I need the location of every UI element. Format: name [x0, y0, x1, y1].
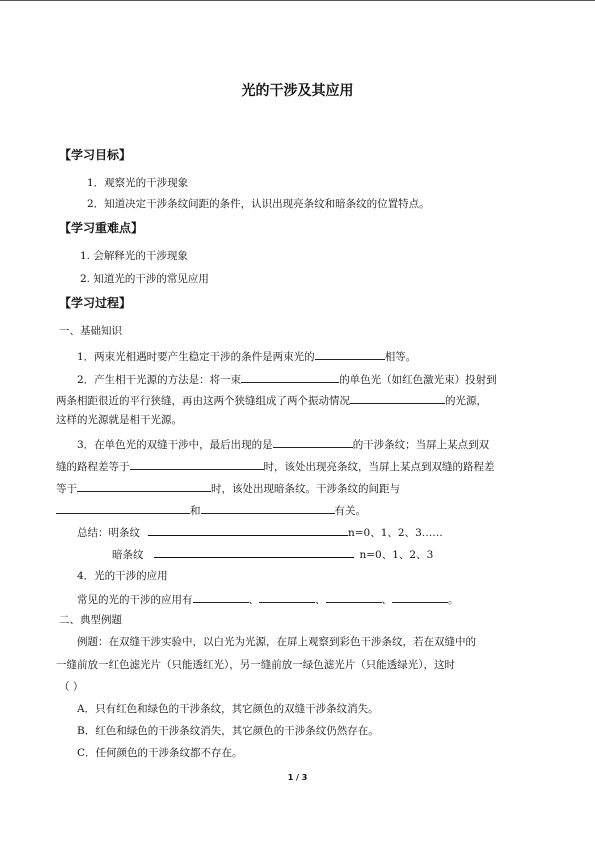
- q3-text-d: 时，该处出现亮条纹，当屏上某点到双缝的路程差: [263, 461, 495, 473]
- fill-blank[interactable]: [201, 502, 335, 514]
- question-3-line-2: [56, 458, 495, 474]
- question-2-line-2: [56, 392, 487, 408]
- fill-blank[interactable]: [315, 348, 385, 360]
- q2-text-d: 的光源，: [445, 395, 487, 407]
- example-line-2: 一缝前放一红色滤光片（只能透红光），另一缝前放一绿色滤光片（只能透绿光），这时: [56, 659, 455, 671]
- q3-text-f: 时，该处出现暗条纹。干涉条纹的间距与: [211, 483, 400, 495]
- key-point-item-1: 1. 会解释光的干涉现象: [80, 250, 188, 262]
- q3-text-e: 等于: [56, 483, 77, 495]
- q3-text-g: 和: [190, 505, 201, 517]
- q3-text-a: 3．在单色光的双缝干涉中，最后出现的是: [77, 439, 273, 451]
- fill-blank[interactable]: [259, 591, 315, 603]
- goal-item-2: 2．知道决定干涉条纹间距的条件，认识出现亮条纹和暗条纹的位置特点。: [87, 198, 430, 210]
- summary-dark-n: n=0、1、2、3: [359, 549, 434, 561]
- goal-item-1: 1．观察光的干涉现象: [87, 177, 189, 189]
- summary-label: 总结：明条纹: [77, 527, 140, 539]
- key-point-item-2: 2. 知道光的干涉的常见应用: [80, 273, 209, 285]
- question-1: [77, 348, 416, 364]
- page-top-border: [0, 0, 595, 1]
- question-2-line-3: 这样的光源就是相干光源。: [56, 414, 182, 426]
- q3-text-b: 的干涉条纹；当屏上某点到双: [352, 439, 490, 451]
- fill-blank[interactable]: [350, 392, 445, 404]
- period: 。: [448, 594, 459, 606]
- q2-text-b: 的单色光（如红色激光束）投射到: [339, 374, 497, 386]
- separator: 、: [381, 594, 392, 606]
- question-3-line-1: [77, 436, 489, 452]
- summary-dark-label: 暗条纹: [112, 549, 144, 561]
- q3-text-h: 有关。: [334, 505, 366, 517]
- basics-heading: 一、基础知识: [59, 325, 122, 337]
- question-4: 4．光的干涉的应用: [77, 570, 168, 582]
- option-c: C．任何颜色的干涉条纹都不存在。: [77, 747, 243, 759]
- fill-blank[interactable]: [154, 546, 354, 558]
- fill-blank[interactable]: [77, 480, 211, 492]
- section-heading-goals: 【学习目标】: [59, 148, 132, 162]
- q1-text-b: 相等。: [384, 351, 417, 363]
- question-2-line-1: [77, 371, 497, 387]
- fill-blank[interactable]: [241, 371, 339, 383]
- question-3-line-4: [56, 502, 366, 518]
- summary-bright-line: [77, 524, 443, 540]
- question-4-applications: [77, 591, 459, 607]
- fill-blank[interactable]: [273, 436, 353, 448]
- question-3-line-3: [56, 480, 400, 496]
- section-heading-key-points: 【学习重难点】: [59, 221, 144, 235]
- fill-blank[interactable]: [392, 591, 448, 603]
- page-number: 1 / 3: [287, 773, 308, 782]
- fill-blank[interactable]: [193, 591, 249, 603]
- page-title: 光的干涉及其应用: [241, 83, 354, 99]
- section-heading-process: 【学习过程】: [59, 296, 132, 310]
- option-a: A．只有红色和绿色的干涉条纹，其它颜色的双缝干涉条纹消失。: [77, 703, 379, 715]
- separator: 、: [248, 594, 259, 606]
- fill-blank[interactable]: [148, 524, 348, 536]
- fill-blank[interactable]: [326, 591, 382, 603]
- examples-heading: 二、典型例题: [59, 614, 122, 626]
- answer-paren[interactable]: （ ）: [59, 681, 84, 693]
- fill-blank[interactable]: [130, 458, 264, 470]
- separator: 、: [315, 594, 326, 606]
- q4-text: 常见的光的干涉的应用有: [77, 594, 193, 606]
- summary-dark-line: [112, 546, 433, 562]
- example-line-1: 例题：在双缝干涉实验中，以白光为光源，在屏上观察到彩色干涉条纹，若在双缝中的: [77, 636, 476, 648]
- q1-text-a: 1．两束光相遇时要产生稳定干涉的条件是两束光的: [77, 351, 315, 363]
- q2-text-a: 2．产生相干光源的方法是：将一束: [77, 374, 242, 386]
- fill-blank[interactable]: [56, 502, 190, 514]
- q2-text-c: 两条相距很近的平行狭缝，再由这两个狭缝组成了两个振动情况: [56, 395, 350, 407]
- q3-text-c: 缝的路程差等于: [56, 461, 130, 473]
- summary-bright-n: n=0、1、2、3……: [348, 527, 443, 539]
- option-b: B．红色和绿色的干涉条纹消失，其它颜色的干涉条纹仍然存在。: [77, 725, 379, 737]
